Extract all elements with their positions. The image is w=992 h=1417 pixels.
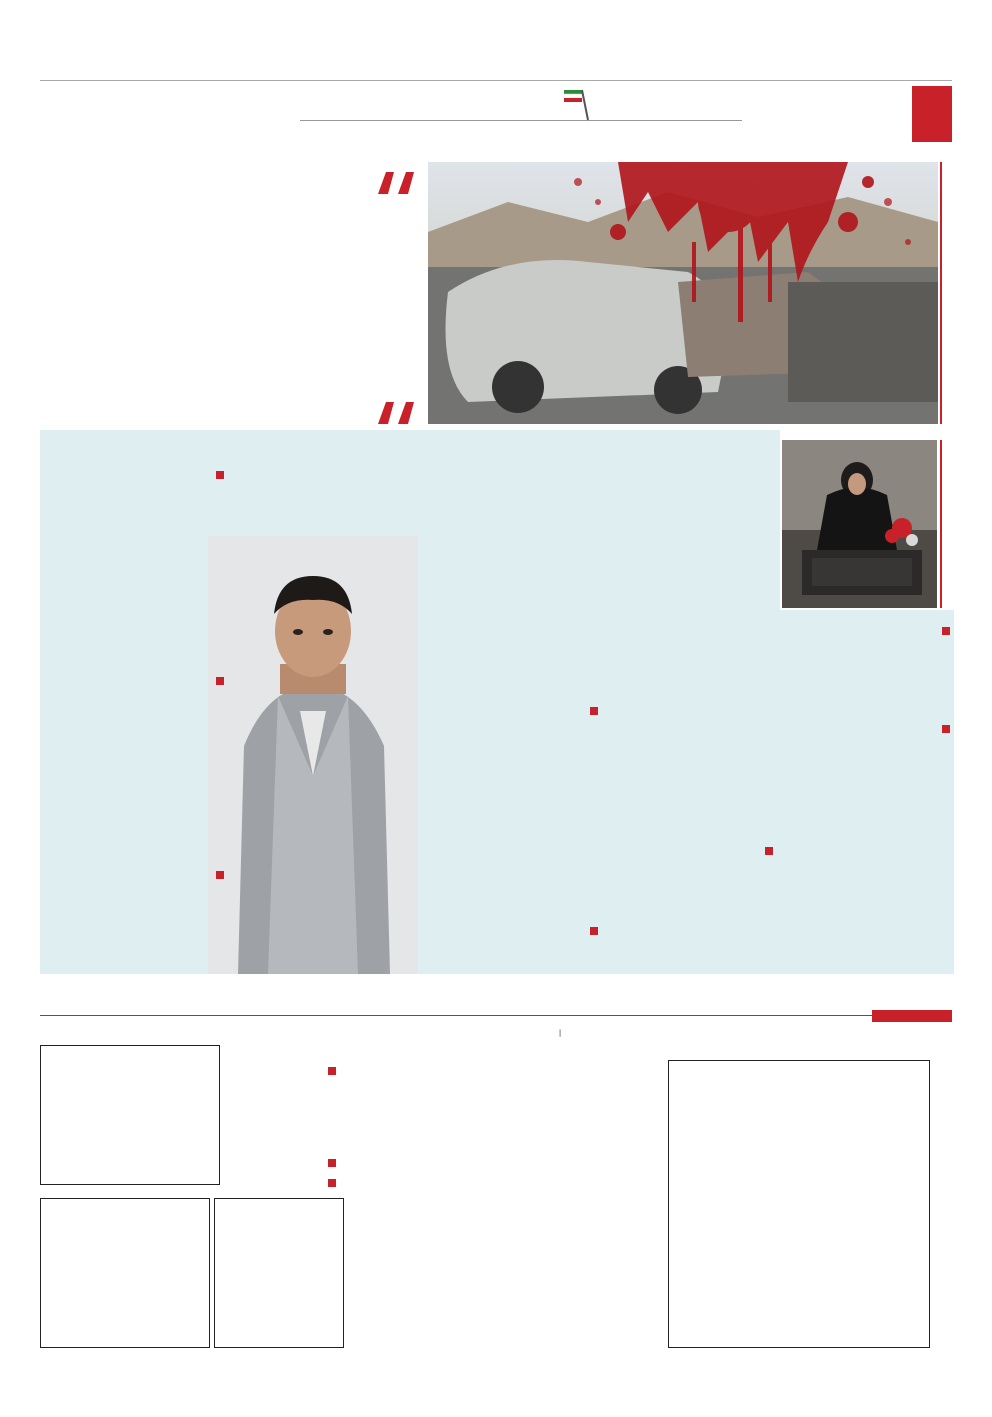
across-clues bbox=[350, 1126, 656, 1216]
puzzle-section-bar bbox=[40, 1010, 952, 1022]
caption-strip-mother bbox=[940, 440, 956, 608]
red-square-icon bbox=[942, 725, 950, 733]
crossword-grid[interactable] bbox=[668, 1060, 930, 1348]
masthead bbox=[0, 80, 992, 150]
red-square-icon bbox=[328, 1179, 336, 1187]
sudoku-grid[interactable] bbox=[40, 1045, 220, 1185]
column-a bbox=[428, 612, 598, 702]
article-intro bbox=[605, 640, 950, 718]
column-b bbox=[780, 738, 952, 970]
answer-grid bbox=[214, 1198, 344, 1348]
header-rule bbox=[300, 120, 742, 121]
red-square-icon bbox=[590, 707, 598, 715]
red-square-icon bbox=[765, 847, 773, 855]
down-clues bbox=[350, 1244, 656, 1344]
quote-1 bbox=[234, 200, 416, 376]
martyr-portrait bbox=[208, 536, 418, 974]
quote-mark-2 bbox=[376, 400, 416, 426]
red-square-icon bbox=[328, 1067, 336, 1075]
flag-emblem bbox=[560, 86, 590, 122]
column-c-bottom bbox=[605, 860, 773, 970]
logo-block bbox=[912, 86, 952, 142]
left-column-2 bbox=[40, 484, 224, 664]
head-a bbox=[428, 706, 598, 716]
answer-grid-2 bbox=[40, 1198, 210, 1348]
sudoku-cells[interactable] bbox=[40, 1045, 220, 1185]
section-label bbox=[872, 1010, 952, 1022]
left-column-1 bbox=[40, 160, 224, 470]
left-column-3 bbox=[40, 690, 224, 860]
answer-cells bbox=[214, 1198, 344, 1348]
head-c bbox=[605, 846, 773, 856]
head-d bbox=[428, 926, 598, 936]
designer-credit: | bbox=[558, 1029, 562, 1037]
head-b bbox=[800, 724, 950, 734]
head-left2 bbox=[40, 676, 224, 686]
column-a3 bbox=[428, 940, 598, 970]
red-square-icon bbox=[328, 1159, 336, 1167]
head-left1 bbox=[40, 470, 224, 480]
column-c-top bbox=[605, 724, 773, 840]
author-line bbox=[800, 626, 950, 636]
main-photo bbox=[428, 162, 938, 424]
sudoku-description bbox=[226, 1082, 336, 1132]
quote-mark-1 bbox=[376, 170, 416, 196]
caption-strip-main bbox=[940, 162, 956, 424]
answer-cells-2 bbox=[40, 1198, 210, 1348]
answer-label bbox=[226, 1178, 336, 1188]
red-square-icon bbox=[942, 627, 950, 635]
mother-photo bbox=[782, 440, 937, 608]
red-square-icon bbox=[590, 927, 598, 935]
small-crossword-title bbox=[226, 1158, 336, 1169]
left-column-4 bbox=[40, 884, 224, 970]
head-left3 bbox=[40, 870, 224, 880]
red-square-icon bbox=[216, 677, 224, 685]
red-square-icon bbox=[216, 471, 224, 479]
sudoku-title bbox=[226, 1066, 336, 1077]
crossword-cells[interactable] bbox=[668, 1060, 930, 1348]
quote-2 bbox=[234, 436, 416, 536]
red-square-icon bbox=[216, 871, 224, 879]
column-a2 bbox=[428, 720, 598, 920]
crossword-column-numbers bbox=[668, 1044, 930, 1056]
crossword-row-numbers bbox=[934, 1060, 946, 1348]
